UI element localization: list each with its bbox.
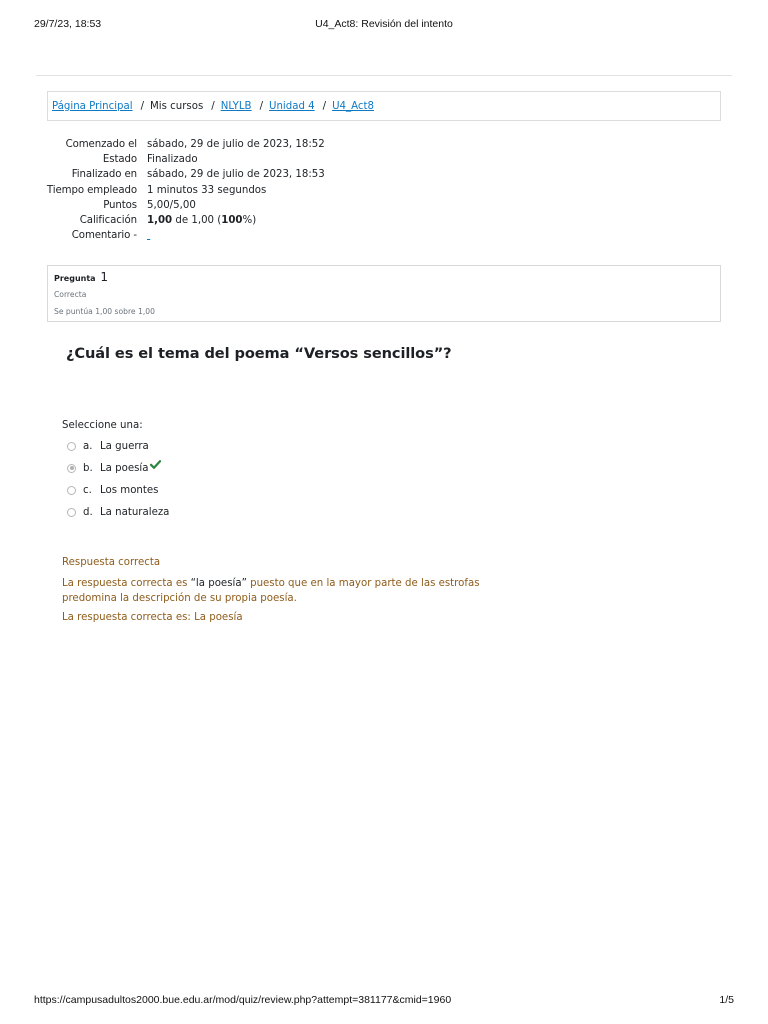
grade-score: 1,00 [147, 215, 173, 227]
answer-option-d[interactable] [67, 502, 169, 524]
grade-value [147, 215, 256, 226]
question-label: Pregunta [54, 274, 96, 283]
breadcrumb-separator: / [322, 100, 327, 112]
radio-button[interactable] [67, 442, 76, 451]
breadcrumb-separator: / [259, 100, 263, 112]
correct-check-icon [150, 460, 161, 472]
summary-row-grade [40, 213, 325, 228]
print-header [34, 18, 734, 32]
summary-row-finished [40, 167, 325, 182]
points-label: Puntos [103, 199, 137, 211]
state-label: Estado [102, 154, 137, 166]
breadcrumb-separator: / [140, 100, 145, 112]
breadcrumb-unit-link[interactable]: Unidad 4 [269, 100, 315, 112]
summary-row-time [40, 183, 325, 198]
answer-prompt: Seleccione una: [62, 420, 143, 431]
state-value: Finalizado [147, 154, 198, 166]
started-label: Comenzado el [65, 139, 137, 151]
breadcrumb-separator: / [211, 100, 215, 112]
finished-value: sábado, 29 de julio de 2023, 18:53 [147, 169, 325, 181]
grade-percent: 100 [221, 215, 243, 227]
print-footer [34, 994, 734, 1008]
radio-button[interactable] [67, 508, 76, 517]
print-url: https://campusadultos2000.bue.edu.ar/mod/quiz/review.php?attempt=381177&cmid=1960 [34, 994, 452, 1006]
answer-options [67, 435, 169, 524]
answer-option-b[interactable] [67, 457, 169, 479]
time-taken-value: 1 minutos 33 segundos [147, 184, 267, 196]
feedback-general [62, 577, 532, 606]
feedback-general-before: La respuesta correcta es [62, 578, 191, 589]
summary-row-state [40, 152, 325, 167]
grade-percent-suffix: %) [242, 215, 257, 227]
option-text: La poesía [100, 462, 149, 474]
feedback-right-answer: La respuesta correcta es: La poesía [62, 612, 243, 623]
comment-value [147, 230, 150, 241]
print-page-title: U4_Act8: Revisión del intento [315, 18, 453, 30]
feedback-state: Respuesta correcta [62, 557, 161, 568]
question-number-value: 1 [100, 270, 109, 284]
option-letter: b. [83, 462, 93, 474]
finished-label: Finalizado en [71, 169, 137, 181]
feedback-highlight: “la poesía” [190, 578, 247, 589]
breadcrumb-home-link[interactable]: Página Principal [52, 100, 133, 112]
option-letter: c. [83, 484, 92, 496]
breadcrumb-course-link[interactable]: NLYLB [220, 100, 252, 112]
summary-row-points [40, 198, 325, 213]
question-grade: Se puntúa 1,00 sobre 1,00 [54, 307, 155, 316]
attempt-summary [40, 137, 325, 243]
breadcrumb-my-courses: Mis cursos [150, 100, 204, 112]
radio-button[interactable] [67, 486, 76, 495]
feedback-general-after: puesto que en la mayor parte de las estrofas predomina la descripción de su propia poesía. [62, 578, 480, 604]
comment-link[interactable] [147, 230, 150, 241]
question-text: ¿Cuál es el tema del poema “Versos sencillos”? [66, 345, 452, 362]
breadcrumb-activity-link[interactable]: U4_Act8 [332, 100, 374, 112]
question-info-box [47, 265, 721, 322]
radio-button-checked[interactable] [67, 464, 76, 473]
print-page-number: 1/5 [719, 994, 734, 1006]
option-letter: d. [83, 507, 93, 519]
comment-label: Comentario - [71, 230, 137, 242]
print-datetime: 29/7/23, 18:53 [34, 18, 102, 30]
question-number [54, 270, 714, 286]
points-value: 5,00/5,00 [147, 199, 196, 211]
grade-label: Calificación [79, 215, 137, 227]
summary-row-comment [40, 228, 325, 243]
header-divider [36, 75, 732, 76]
question-state: Correcta [54, 290, 87, 299]
time-taken-label: Tiempo empleado [46, 184, 137, 196]
option-text: Los montes [100, 484, 159, 496]
question-feedback [62, 556, 532, 624]
summary-row-started [40, 137, 325, 152]
breadcrumb [47, 91, 721, 121]
option-text: La naturaleza [100, 507, 170, 519]
answer-option-c[interactable] [67, 479, 169, 501]
option-text: La guerra [100, 440, 149, 452]
started-value: sábado, 29 de julio de 2023, 18:52 [147, 139, 325, 151]
option-letter: a. [83, 440, 93, 452]
grade-out-of: de 1,00 ( [172, 215, 222, 227]
answer-option-a[interactable] [67, 435, 169, 457]
